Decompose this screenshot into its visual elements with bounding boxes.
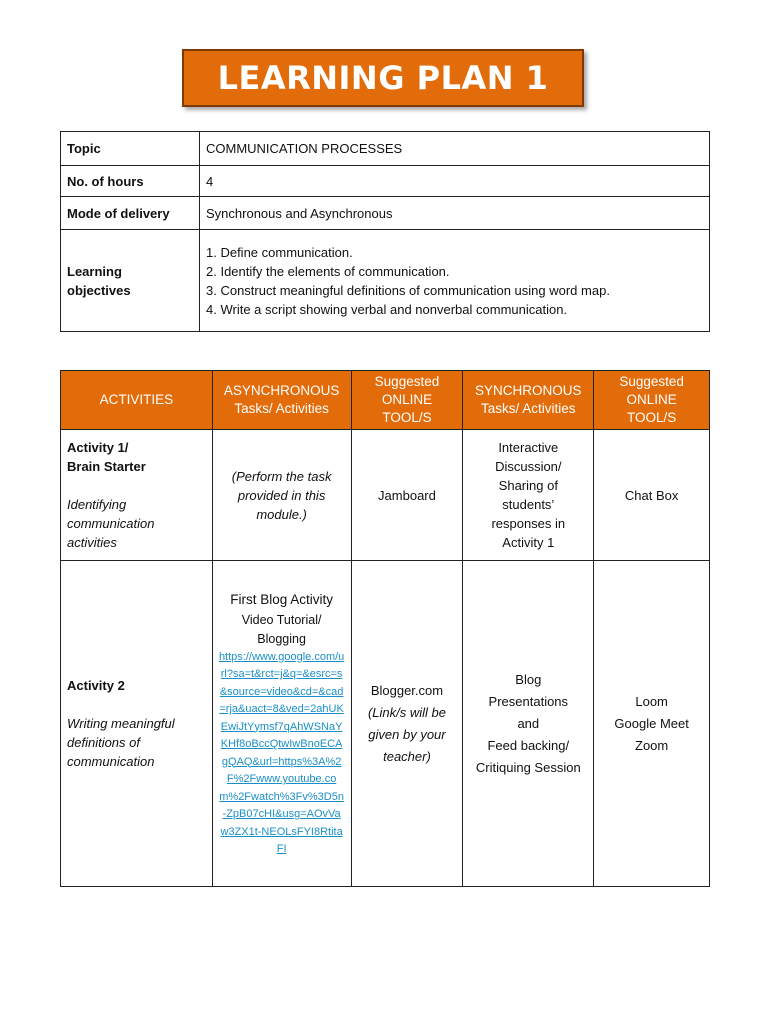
activity-desc: communication [67,754,155,769]
header-text: ONLINE [381,392,433,407]
table-row [61,430,710,561]
header-online-tools [351,371,463,430]
header-text: TOOL/S [626,410,677,425]
header-sync-online-tools [594,371,710,430]
tool-text: Blogger.com [370,682,444,698]
header-asynchronous [212,371,351,430]
async-text: module.) [256,506,307,522]
activity-desc: communication [67,516,155,531]
async-text: First Blog Activity [230,591,333,607]
objectives-label [61,230,200,332]
table-row [61,132,710,166]
header-text: Suggested [619,374,684,389]
objective-item: 4. Write a script showing verbal and nonverbal communication. [206,301,568,317]
sync-text: Activity 1 [502,535,555,550]
topic-label: Topic [61,132,200,166]
table-row [61,230,710,332]
sync-tool-text: Loom [635,693,668,709]
mode-label: Mode of delivery [61,197,200,230]
async-text: Video Tutorial/ [241,612,322,627]
sync-text: responses in [491,516,566,531]
async-text: (Perform the task [231,468,332,484]
sync-text: Critiquing Session [475,759,581,775]
objective-item: 3. Construct meaningful definitions of communication using word map. [206,282,610,298]
activity-1-sync-tool: Chat Box [594,430,710,561]
sync-text: Presentations [488,693,569,709]
sync-text: Discussion/ [495,459,562,474]
header-synchronous [463,371,594,430]
header-text: ACTIVITIES [99,392,174,407]
sync-text: Interactive [498,440,559,455]
activity-2-cell [61,561,213,887]
header-row [61,371,710,430]
async-text: Blogging [257,631,306,646]
activity-desc: definitions of [67,735,140,750]
activity-desc: Identifying [67,497,127,512]
header-text: Tasks/ Activities [234,401,329,416]
header-text: ONLINE [626,392,677,407]
header-text: TOOL/S [382,410,432,425]
activity-1-sync [463,430,594,561]
objectives-list [200,230,710,332]
mode-value: Synchronous and Asynchronous [200,197,710,230]
table-row [61,166,710,197]
info-table [60,131,710,332]
objective-item: 2. Identify the elements of communication. [206,263,450,279]
table-row [61,197,710,230]
header-text: SYNCHRONOUS [475,383,582,398]
sync-text: Blog [515,671,542,687]
objectives-label-line: objectives [67,282,131,298]
activity-1-cell [61,430,213,561]
activity-2-sync [463,561,594,887]
header-text: Tasks/ Activities [481,401,576,416]
sync-text: and [517,715,540,731]
header-activities [61,371,213,430]
sync-tool-text: Zoom [635,737,669,753]
tool-text: (Link/s will be [367,704,446,720]
tool-text: teacher) [383,748,431,764]
sync-text: Feed backing/ [487,737,570,753]
video-tutorial-link[interactable]: https://www.google.com/url?sa=t&rct=j&q=&esrc=s&source=video&cd=&cad=rja&uact=8&ved=2ahUKEwiJtYymsf7qAhWSNaYKHf8oBccQtwIwBnoECAgQAQ&url=https%3A%2F%2Fwww.youtube.com%2Fwatch%3Fv%3D5n-ZpB07cHI&usg=AOvVaw3ZX1t-NEOLsFYI8RtitaFI [218,650,345,855]
activity-title: Activity 1/ [67,440,129,455]
header-text: ASYNCHRONOUS [223,383,340,398]
activity-1-async [212,430,351,561]
title-banner [182,49,584,107]
async-text: provided in this [237,487,326,503]
activity-1-tool: Jamboard [351,430,463,561]
activity-desc: Writing meaningful [67,716,175,731]
activity-2-tool [351,561,463,887]
sync-tool-text: Google Meet [614,715,689,731]
header-text: Suggested [374,374,440,389]
objectives-label-line: Learning [67,263,122,279]
topic-value: COMMUNICATION PROCESSES [200,132,710,166]
page-title: LEARNING PLAN 1 [217,59,549,97]
tool-text: given by your [368,726,446,742]
objective-item: 1. Define communication. [206,244,353,260]
activity-title: Brain Starter [67,459,146,474]
activity-2-async [212,561,351,887]
activity-2-sync-tool [594,561,710,887]
hours-label: No. of hours [61,166,200,197]
table-row [61,561,710,887]
activity-title: Activity 2 [67,678,125,693]
hours-value: 4 [200,166,710,197]
sync-text: Sharing of [498,478,558,493]
activity-desc: activities [67,535,117,550]
activities-table [60,370,710,887]
sync-text: students’ [502,497,555,512]
